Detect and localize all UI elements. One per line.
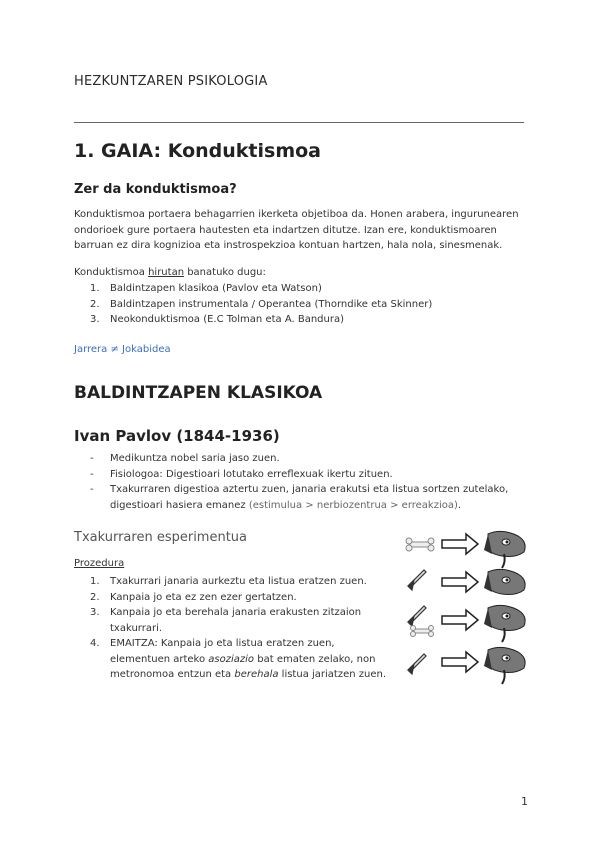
result-text-2: bat ematen zelako, non metronomoa entzun eta bbox=[110, 653, 376, 680]
pavlov-facts-list bbox=[74, 451, 534, 513]
list-item-number: 2. bbox=[90, 591, 100, 603]
immediately-term: berehala bbox=[234, 669, 279, 680]
list-item bbox=[74, 297, 534, 313]
result-text-1: EMAITZA: Kanpaia jo eta listua eratzen zuen, elementuen arteko bbox=[110, 638, 335, 665]
page-number: 1 bbox=[521, 795, 528, 808]
dog-head-icon bbox=[484, 569, 525, 594]
bullet-dash: - bbox=[90, 468, 94, 480]
list-item-text: Kanpaia jo eta ez zen ezer gertatzen. bbox=[110, 591, 297, 603]
list-item bbox=[74, 590, 394, 606]
result-text-3: listua jariatzen zuen. bbox=[278, 669, 387, 680]
procedure-label: Prozedura bbox=[74, 558, 125, 569]
dog-head-icon bbox=[484, 647, 525, 684]
list-item-text: Txakurrari janaria aurkeztu eta listua eratzen zuen. bbox=[110, 576, 367, 587]
list-item bbox=[74, 605, 394, 636]
row-conditioned-response bbox=[408, 647, 525, 684]
pavlov-experiment-illustration bbox=[400, 522, 540, 692]
list-item bbox=[74, 281, 534, 297]
row-bell-and-food bbox=[408, 605, 525, 642]
bell-icon bbox=[408, 606, 426, 626]
dog-head-icon bbox=[484, 531, 525, 568]
list-item-number: 1. bbox=[90, 283, 100, 294]
bullet-dash: - bbox=[90, 484, 94, 495]
bell-icon bbox=[408, 570, 426, 590]
list-item-text: Kanpaia jo eta berehala janaria erakusten zitzaion txakurrari. bbox=[110, 607, 362, 634]
list-item bbox=[74, 482, 534, 513]
experiment-heading: Txakurraren esperimentua bbox=[74, 530, 248, 545]
arrow-icon bbox=[442, 610, 478, 630]
bell-icon bbox=[408, 654, 426, 674]
list-item bbox=[74, 467, 534, 483]
section-1-title: 1. GAIA: Konduktismoa bbox=[74, 140, 321, 162]
list-item bbox=[74, 451, 534, 467]
arrow-icon bbox=[442, 572, 478, 592]
list-item-number: 2. bbox=[90, 298, 100, 310]
list-item-text: Txakurraren digestioa aztertu zuen, janaria erakutsi eta listua sortzen zutelako, digestioari hasiera emanez bbox=[110, 484, 509, 511]
list-item-text: Baldintzapen instrumentala / Operantea (Thorndike eta Skinner) bbox=[110, 298, 433, 310]
division-paragraph bbox=[74, 265, 534, 281]
list-item-end: . bbox=[457, 499, 462, 511]
arrow-icon bbox=[442, 652, 478, 672]
division-text-suffix: banatuko dugu: bbox=[184, 267, 266, 278]
association-term: asoziazio bbox=[208, 653, 255, 665]
dog-head-icon bbox=[484, 605, 525, 642]
list-item-text: Baldintzapen klasikoa (Pavlov eta Watson) bbox=[110, 283, 322, 294]
bone-icon bbox=[406, 538, 434, 551]
attitude-behavior-link[interactable]: Jarrera ≠ Jokabidea bbox=[74, 344, 171, 355]
division-text-underlined: hirutan bbox=[148, 267, 185, 278]
header-divider bbox=[74, 122, 524, 123]
procedure-steps-list bbox=[74, 574, 394, 683]
stimulus-chain-text: (estimulua > nerbiozentrua > erreakzioa) bbox=[248, 499, 458, 511]
division-text-prefix: Konduktismoa bbox=[74, 267, 149, 278]
arrow-icon bbox=[442, 534, 478, 554]
section-2-title: BALDINTZAPEN KLASIKOA bbox=[74, 383, 323, 403]
list-item bbox=[74, 574, 394, 590]
row-bell-only bbox=[408, 569, 525, 594]
list-item-number: 3. bbox=[90, 607, 100, 618]
list-item-text: Neokonduktismoa (E.C Tolman eta A. Bandura) bbox=[110, 314, 344, 325]
behaviorism-types-list bbox=[74, 281, 534, 328]
pavlov-heading: Ivan Pavlov (1844-1936) bbox=[74, 427, 280, 445]
list-item-number: 3. bbox=[90, 314, 100, 325]
list-item bbox=[74, 312, 534, 328]
list-item-number: 4. bbox=[90, 638, 100, 649]
section-1-subtitle: Zer da konduktismoa? bbox=[74, 182, 237, 197]
document-header-title: HEZKUNTZAREN PSIKOLOGIA bbox=[74, 74, 268, 89]
intro-paragraph: Konduktismoa portaera behagarrien ikerketa objetiboa da. Honen arabera, ingurunearen ondorioek gure portaera hautesten eta indartzen ditutze. Izan ere, konduktismoaren barruan ez dira kognizioa eta instrospekzioa kontuan hartzen, hala nola, sinesmenak. bbox=[74, 209, 519, 251]
list-item bbox=[74, 636, 394, 683]
list-item-number: 1. bbox=[90, 576, 100, 587]
bone-icon bbox=[411, 626, 434, 637]
list-item-text: Medikuntza nobel saria jaso zuen. bbox=[110, 453, 280, 464]
row-food-stimulus bbox=[406, 531, 525, 568]
list-item-text: Fisiologoa: Digestioari lotutako erreflexuak ikertu zituen. bbox=[110, 468, 393, 480]
bullet-dash: - bbox=[90, 453, 94, 464]
